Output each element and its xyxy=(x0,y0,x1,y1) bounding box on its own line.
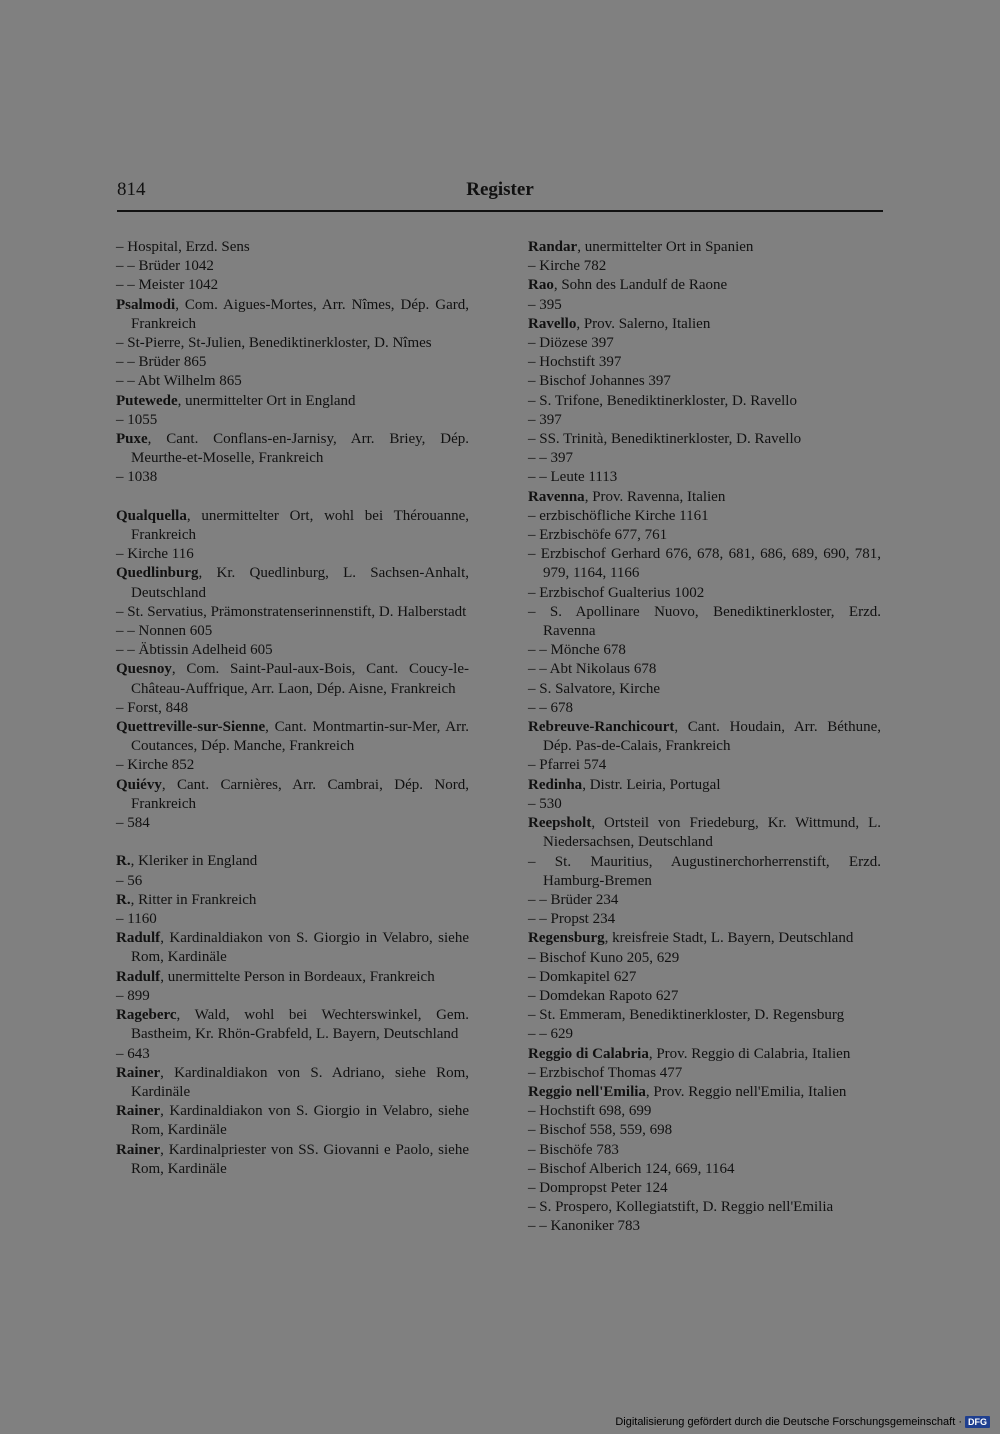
entry-text: , Cant. Carnières, Arr. Cambrai, Dép. Nord, Frankreich xyxy=(131,776,469,812)
index-entry xyxy=(528,238,881,257)
entry-text: – Erzbischof Thomas 477 xyxy=(528,1064,683,1081)
index-entry xyxy=(528,430,881,449)
index-entry xyxy=(116,1045,469,1064)
index-entry xyxy=(528,756,881,775)
index-entry xyxy=(528,814,881,852)
entry-text: – 1160 xyxy=(116,911,157,928)
entry-text: – Forst, 848 xyxy=(116,699,189,716)
page-title: Register xyxy=(466,179,534,200)
dfg-logo: DFG xyxy=(965,1416,990,1428)
index-entry xyxy=(116,296,469,334)
entry-text: – – Propst 234 xyxy=(528,911,616,928)
entry-headword: Quesnoy xyxy=(116,661,172,678)
entry-text: – Bischöfe 783 xyxy=(528,1141,619,1158)
entry-text: , Prov. Reggio nell'Emilia, Italien xyxy=(645,1083,847,1100)
entry-text: – erzbischöfliche Kirche 1161 xyxy=(528,507,709,524)
entry-text: – Hochstift 397 xyxy=(528,354,622,371)
index-entry xyxy=(116,1064,469,1102)
entry-text: – Hochstift 698, 699 xyxy=(528,1103,652,1120)
entry-text: , Prov. Reggio di Calabria, Italien xyxy=(648,1045,851,1062)
entry-text: – St. Servatius, Prämonstratenserinnenstift, D. Halberstadt xyxy=(116,603,467,620)
entry-headword: Putewede xyxy=(116,392,178,409)
index-entry xyxy=(116,603,469,622)
entry-text: , Kleriker in England xyxy=(130,853,258,870)
entry-text: – S. Trifone, Benediktinerkloster, D. Ravello xyxy=(528,392,797,409)
index-entry xyxy=(528,603,881,641)
index-entry xyxy=(528,372,881,391)
index-entry xyxy=(528,795,881,814)
entry-text: – – 678 xyxy=(528,699,573,716)
entry-text: , Cant. Montmartin-sur-Mer, Arr. Coutances, Dép. Manche, Frankreich xyxy=(131,719,469,755)
index-entry xyxy=(116,699,469,718)
entry-spacer xyxy=(116,488,469,507)
entry-text: , Kr. Quedlinburg, L. Sachsen-Anhalt, Deutschland xyxy=(131,565,469,601)
entry-text: , Ritter in Frankreich xyxy=(130,891,257,908)
entry-text: , unermittelter Ort in Spanien xyxy=(577,239,754,255)
entry-headword: Rainer xyxy=(116,1064,161,1081)
entry-text: – – Brüder 1042 xyxy=(116,258,214,275)
entry-text: – Pfarrei 574 xyxy=(528,757,607,774)
entry-text: – Bischof Kuno 205, 629 xyxy=(528,949,680,966)
index-entry xyxy=(116,852,469,871)
entry-text: , Prov. Salerno, Italien xyxy=(576,315,711,332)
index-entry xyxy=(116,276,469,295)
index-entry xyxy=(528,1179,881,1198)
entry-text: , Kardinalpriester von SS. Giovanni e Paolo, siehe Rom, Kardinäle xyxy=(131,1141,469,1177)
entry-text: – Diözese 397 xyxy=(528,335,614,352)
index-entry xyxy=(528,507,881,526)
index-entry xyxy=(116,468,469,487)
entry-headword: Puxe xyxy=(116,431,148,448)
header-rule xyxy=(117,210,883,212)
index-entry xyxy=(528,853,881,891)
index-entry xyxy=(528,1102,881,1121)
index-entry xyxy=(528,545,881,583)
entry-text: – S. Salvatore, Kirche xyxy=(528,680,661,697)
entry-headword: Quedlinburg xyxy=(116,565,199,582)
entry-text: – Domdekan Rapoto 627 xyxy=(528,987,679,1004)
entry-headword: Reepsholt xyxy=(528,815,592,832)
index-entry xyxy=(528,1160,881,1179)
entry-text: – Domkapitel 627 xyxy=(528,968,637,985)
entry-text: , Com. Aigues-Mortes, Arr. Nîmes, Dép. Gard, Frankreich xyxy=(131,296,469,332)
entry-headword: Quettreville-sur-Sienne xyxy=(116,719,266,736)
index-entry xyxy=(116,353,469,372)
index-entry xyxy=(528,987,881,1006)
entry-headword: Rainer xyxy=(116,1103,161,1120)
index-entry xyxy=(528,276,881,295)
entry-text: , unermittelter Ort in England xyxy=(177,392,356,409)
index-entry xyxy=(528,1141,881,1160)
index-entry xyxy=(528,968,881,987)
entry-text: – – Leute 1113 xyxy=(528,469,618,486)
entry-text: – Bischof Johannes 397 xyxy=(528,373,671,390)
index-entry xyxy=(116,430,469,468)
entry-text: , Ortsteil von Friedeburg, Kr. Wittmund, L. Niedersachsen, Deutschland xyxy=(543,815,881,851)
index-entry xyxy=(528,315,881,334)
entry-text: , Cant. Conflans-en-Jarnisy, Arr. Briey, Dép. Meurthe-et-Moselle, Frankreich xyxy=(131,431,469,467)
entry-text: – – Brüder 865 xyxy=(116,354,207,371)
entry-text: , Cant. Houdain, Arr. Béthune, Dép. Pas-de-Calais, Frankreich xyxy=(543,719,881,755)
entry-headword: Quiévy xyxy=(116,776,162,793)
entry-text: – Kirche 782 xyxy=(528,258,607,275)
entry-text: – Hospital, Erzd. Sens xyxy=(116,239,250,255)
index-entry xyxy=(116,891,469,910)
entry-text: – Dompropst Peter 124 xyxy=(528,1179,668,1196)
entry-text: , kreisfreie Stadt, L. Bayern, Deutschland xyxy=(604,930,854,947)
index-entry xyxy=(116,872,469,891)
entry-text: – SS. Trinità, Benediktinerkloster, D. Ravello xyxy=(528,431,802,448)
entry-headword: Rainer xyxy=(116,1141,161,1158)
index-entry xyxy=(116,1102,469,1140)
entry-text: , Kardinaldiakon von S. Giorgio in Velabro, siehe Rom, Kardinäle xyxy=(131,1103,469,1139)
entry-text: – – Abt Wilhelm 865 xyxy=(116,373,242,390)
entry-text: – Bischof Alberich 124, 669, 1164 xyxy=(528,1160,735,1177)
index-entry xyxy=(116,372,469,391)
index-entry xyxy=(528,257,881,276)
entry-text: , Wald, wohl bei Wechterswinkel, Gem. Bastheim, Kr. Rhön-Grabfeld, L. Bayern, Deutschland xyxy=(131,1007,469,1043)
index-entry xyxy=(528,718,881,756)
entry-text: – 584 xyxy=(116,815,150,832)
entry-headword: Rao xyxy=(528,277,554,294)
entry-headword: Ravello xyxy=(528,315,577,332)
index-entry xyxy=(528,1064,881,1083)
index-entry xyxy=(528,584,881,603)
page-number: 814 xyxy=(117,179,146,200)
entry-text: , Sohn des Landulf de Raone xyxy=(553,277,728,294)
entry-text: , Com. Saint-Paul-aux-Bois, Cant. Coucy-le-Château-Auffrique, Arr. Laon, Dép. Aisne, Frankreich xyxy=(131,661,469,697)
index-entry xyxy=(116,1141,469,1179)
index-entry xyxy=(528,680,881,699)
index-column-left xyxy=(116,238,469,1179)
index-entry xyxy=(528,296,881,315)
entry-text: – 397 xyxy=(528,411,562,428)
index-entry xyxy=(528,949,881,968)
index-entry xyxy=(528,910,881,929)
entry-text: – – Nonnen 605 xyxy=(116,623,213,640)
index-column-right xyxy=(528,238,881,1237)
entry-headword: Rageberc xyxy=(116,1007,177,1024)
entry-headword: R. xyxy=(116,891,131,908)
entry-text: – Kirche 852 xyxy=(116,757,195,774)
entry-headword: Psalmodi xyxy=(116,296,176,313)
entry-text: – 395 xyxy=(528,296,562,313)
entry-text: – 899 xyxy=(116,987,150,1004)
entry-headword: Reggio nell'Emilia xyxy=(528,1083,646,1100)
entry-text: – 530 xyxy=(528,795,562,812)
index-entry xyxy=(528,411,881,430)
index-entry xyxy=(528,334,881,353)
index-entry xyxy=(116,257,469,276)
index-entry xyxy=(116,814,469,833)
entry-headword: Reggio di Calabria xyxy=(528,1045,649,1062)
index-entry xyxy=(528,1121,881,1140)
index-entry xyxy=(116,910,469,929)
index-entry xyxy=(116,756,469,775)
index-entry xyxy=(528,449,881,468)
entry-headword: Rebreuve-Ranchicourt xyxy=(528,719,675,736)
index-entry xyxy=(116,564,469,602)
entry-text: – – Mönche 678 xyxy=(528,642,626,659)
index-entry xyxy=(116,622,469,641)
entry-headword: Randar xyxy=(528,239,578,255)
entry-text: , Prov. Ravenna, Italien xyxy=(584,488,726,505)
footer-credit-text: Digitalisierung gefördert durch die Deutsche Forschungsgemeinschaft · xyxy=(615,1416,962,1428)
entry-text: , unermittelte Person in Bordeaux, Frankreich xyxy=(160,968,435,985)
index-entry xyxy=(528,776,881,795)
index-entry xyxy=(116,1006,469,1044)
index-entry xyxy=(528,468,881,487)
index-entry xyxy=(528,1006,881,1025)
index-entry xyxy=(116,392,469,411)
entry-text: – Erzbischöfe 677, 761 xyxy=(528,527,668,544)
entry-text: , Kardinaldiakon von S. Adriano, siehe Rom, Kardinäle xyxy=(131,1064,469,1100)
index-entry xyxy=(116,929,469,967)
index-entry xyxy=(116,718,469,756)
entry-text: – 643 xyxy=(116,1045,150,1062)
index-entry xyxy=(528,488,881,507)
entry-text: , Kardinaldiakon von S. Giorgio in Velabro, siehe Rom, Kardinäle xyxy=(131,930,469,966)
entry-text: – Bischof 558, 559, 698 xyxy=(528,1122,673,1139)
index-entry xyxy=(528,353,881,372)
index-entry xyxy=(528,660,881,679)
entry-headword: Regensburg xyxy=(528,930,605,947)
entry-text: , unermittelter Ort, wohl bei Thérouanne, Frankreich xyxy=(131,507,469,544)
entry-text: – – 629 xyxy=(528,1026,573,1043)
index-entry xyxy=(528,641,881,660)
index-entry xyxy=(528,392,881,411)
index-entry xyxy=(528,699,881,718)
index-entry xyxy=(528,526,881,545)
index-entry xyxy=(528,1198,881,1217)
entry-text: – S. Prospero, Kollegiatstift, D. Reggio nell'Emilia xyxy=(528,1199,834,1216)
index-entry xyxy=(528,1083,881,1102)
entry-text: – – 397 xyxy=(528,450,573,467)
index-entry xyxy=(528,1045,881,1064)
index-entry xyxy=(528,1217,881,1236)
index-entry xyxy=(116,507,469,545)
entry-headword: Radulf xyxy=(116,930,161,947)
entry-headword: Redinha xyxy=(528,776,583,793)
index-entry xyxy=(116,776,469,814)
entry-headword: Ravenna xyxy=(528,488,585,505)
entry-headword: Qualquella xyxy=(116,507,187,524)
entry-text: – – Kanoniker 783 xyxy=(528,1218,641,1235)
entry-spacer xyxy=(116,833,469,852)
entry-text: – – Äbtissin Adelheid 605 xyxy=(116,642,273,659)
entry-headword: R. xyxy=(116,853,131,870)
entry-text: – – Meister 1042 xyxy=(116,277,219,294)
entry-text: – S. Apollinare Nuovo, Benediktinerkloster, Erzd. Ravenna xyxy=(528,603,881,640)
entry-text: – St. Emmeram, Benediktinerkloster, D. Regensburg xyxy=(528,1007,845,1024)
index-entry xyxy=(116,334,469,353)
entry-text: – 1055 xyxy=(116,411,158,428)
entry-text: – 1038 xyxy=(116,469,158,486)
entry-text: – – Abt Nikolaus 678 xyxy=(528,661,657,678)
entry-text: – Erzbischof Gerhard 676, 678, 681, 686, 689, 690, 781, 979, 1164, 1166 xyxy=(528,546,881,582)
index-entry xyxy=(528,1025,881,1044)
entry-text: – Erzbischof Gualterius 1002 xyxy=(528,584,705,601)
index-entry xyxy=(116,545,469,564)
footer-credit xyxy=(615,1416,990,1428)
index-entry xyxy=(116,238,469,257)
entry-text: – – Brüder 234 xyxy=(528,891,619,908)
index-entry xyxy=(116,660,469,698)
index-entry xyxy=(528,929,881,948)
index-entry xyxy=(116,987,469,1006)
entry-headword: Radulf xyxy=(116,968,161,985)
entry-text: – Kirche 116 xyxy=(116,546,194,563)
entry-text: – St-Pierre, St-Julien, Benediktinerkloster, D. Nîmes xyxy=(116,335,432,352)
index-entry xyxy=(116,411,469,430)
entry-text: – St. Mauritius, Augustinerchorherrenstift, Erzd. Hamburg-Bremen xyxy=(528,853,881,889)
entry-text: – 56 xyxy=(116,872,143,889)
index-entry xyxy=(528,891,881,910)
entry-text: , Distr. Leiria, Portugal xyxy=(582,776,721,793)
index-entry xyxy=(116,641,469,660)
index-entry xyxy=(116,968,469,987)
